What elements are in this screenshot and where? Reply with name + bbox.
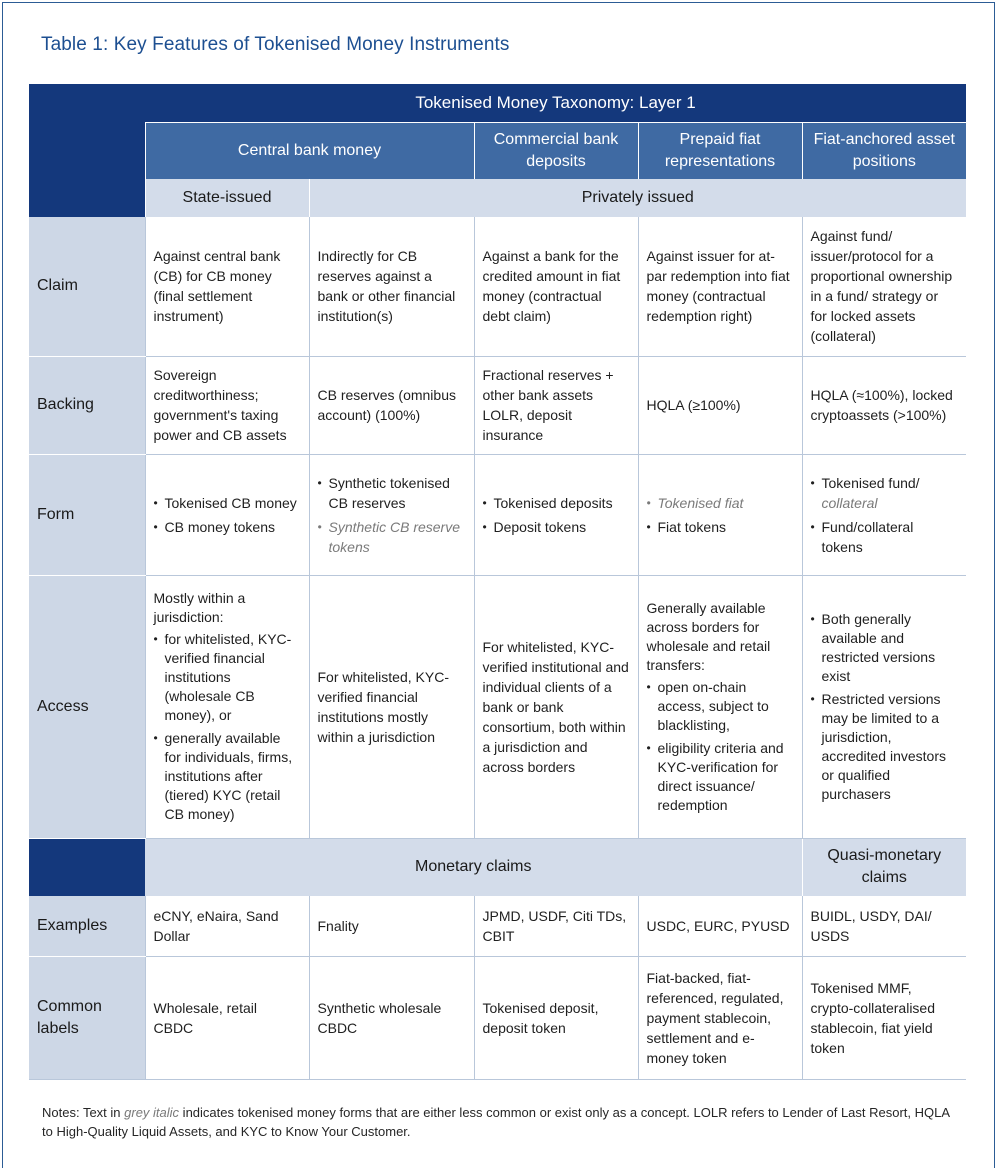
access-cell — [145, 575, 309, 838]
category-fiat-anchored: Fiat-anchored asset positions — [802, 122, 966, 179]
examples-cell: JPMD, USDF, Citi TDs, CBIT — [474, 896, 638, 956]
claim-cell: Against a bank for the credited amount in fiat money (contractual debt claim) — [474, 217, 638, 356]
taxonomy-header: Tokenised Money Taxonomy: Layer 1 — [145, 84, 966, 122]
form-cell — [474, 454, 638, 575]
privately-issued-header: Privately issued — [309, 179, 966, 217]
access-item: • Both generally available and restricted versions exist — [811, 610, 959, 686]
backing-cell: HQLA (≥100%) — [638, 356, 802, 454]
notes-grey-italic: grey italic — [124, 1105, 180, 1120]
labels-cell: Synthetic wholesale CBDC — [309, 956, 474, 1079]
access-item: • open on-chain access, subject to blacklisting, — [647, 678, 794, 735]
claim-cell: Against central bank (CB) for CB money (final settlement instrument) — [145, 217, 309, 356]
row-label-examples: Examples — [29, 896, 145, 956]
category-central-bank-money: Central bank money — [145, 122, 474, 179]
form-item-grey: collateral — [821, 494, 878, 511]
access-intro: Generally available across borders for wholesale and retail transfers: — [646, 599, 771, 673]
row-claims-band — [29, 838, 966, 896]
row-backing — [29, 356, 966, 454]
form-item: • Tokenised CB money — [154, 493, 301, 513]
form-cell — [802, 454, 966, 575]
form-cell — [638, 454, 802, 575]
claim-cell: Indirectly for CB reserves against a bank or other financial institution(s) — [309, 217, 474, 356]
form-item-grey: • Tokenised fiat — [647, 493, 794, 513]
row-label-common-labels: Common labels — [29, 956, 145, 1079]
claim-cell: Against fund/ issuer/protocol for a proportional ownership in a fund/ strategy or for locked assets (collateral) — [802, 217, 966, 356]
row-label-access: Access — [29, 575, 145, 838]
row-label-claim: Claim — [29, 217, 145, 356]
examples-cell: eCNY, eNaira, Sand Dollar — [145, 896, 309, 956]
form-item: • Tokenised deposits — [483, 493, 630, 513]
examples-cell: USDC, EURC, PYUSD — [638, 896, 802, 956]
access-item: • generally available for individuals, firms, institutions after (tiered) KYC (retail CB money) — [154, 729, 301, 824]
quasi-monetary-claims-header: Quasi-monetary claims — [802, 838, 966, 896]
backing-cell: Fractional reserves + other bank assets LOLR, deposit insurance — [474, 356, 638, 454]
backing-cell: HQLA (≈100%), locked cryptoassets (>100%) — [802, 356, 966, 454]
access-cell — [802, 575, 966, 838]
access-item: • for whitelisted, KYC-verified financial institutions (wholesale CB money), or — [154, 630, 301, 725]
monetary-claims-header: Monetary claims — [145, 838, 802, 896]
labels-cell: Tokenised deposit, deposit token — [474, 956, 638, 1079]
row-claim — [29, 217, 966, 356]
row-examples — [29, 896, 966, 956]
row-common-labels — [29, 956, 966, 1079]
form-item: • Fund/collateral tokens — [811, 517, 959, 557]
backing-cell: Sovereign creditworthiness; government's taxing power and CB assets — [145, 356, 309, 454]
labels-cell: Wholesale, retail CBDC — [145, 956, 309, 1079]
form-item: • Synthetic tokenised CB reserves — [318, 473, 466, 513]
access-cell: For whitelisted, KYC-verified financial institutions mostly within a jurisdiction — [309, 575, 474, 838]
state-issued-header: State-issued — [145, 179, 309, 217]
backing-cell: CB reserves (omnibus account) (100%) — [309, 356, 474, 454]
access-item: • Restricted versions may be limited to a jurisdiction, accredited investors or qualified purchasers — [811, 690, 959, 804]
access-intro: Mostly within a jurisdiction: — [153, 590, 246, 625]
access-cell: For whitelisted, KYC-verified institutional and individual clients of a bank or bank consortium, both within a jurisdiction and across borders — [474, 575, 638, 838]
form-cell — [309, 454, 474, 575]
form-item: • CB money tokens — [154, 517, 301, 537]
form-item: • Deposit tokens — [483, 517, 630, 537]
claim-cell: Against issuer for at-par redemption into fiat money (contractual redemption right) — [638, 217, 802, 356]
category-commercial-bank-deposits: Commercial bank deposits — [474, 122, 638, 179]
claims-band-corner — [29, 838, 145, 896]
labels-cell: Tokenised MMF, crypto-collateralised stablecoin, fiat yield token — [802, 956, 966, 1079]
row-access — [29, 575, 966, 838]
row-form — [29, 454, 966, 575]
notes-suffix: indicates tokenised money forms that are either less common or exist only as a concept. LOLR refers to Lender of Last Resort, HQLA to High-Quality Liquid Assets, and KYC to Know Your Customer. — [42, 1105, 950, 1139]
category-prepaid-fiat: Prepaid fiat representations — [638, 122, 802, 179]
row-label-backing: Backing — [29, 356, 145, 454]
taxonomy-table — [29, 84, 966, 1080]
notes-prefix: Notes: Text in — [42, 1105, 125, 1120]
table-title: Table 1: Key Features of Tokenised Money Instruments — [41, 34, 510, 55]
examples-cell: BUIDL, USDY, DAI/ USDS — [802, 896, 966, 956]
access-cell — [638, 575, 802, 838]
form-item: • Fiat tokens — [647, 517, 794, 537]
form-item-text: Tokenised fund/ — [821, 474, 920, 491]
table-notes — [42, 1103, 957, 1141]
row-label-form: Form — [29, 454, 145, 575]
form-cell — [145, 454, 309, 575]
examples-cell: Fnality — [309, 896, 474, 956]
corner-header — [29, 84, 145, 217]
form-item-grey: • Synthetic CB reserve tokens — [318, 517, 466, 557]
form-item — [811, 473, 959, 513]
labels-cell: Fiat-backed, fiat-referenced, regulated, payment stablecoin, settlement and e-money token — [638, 956, 802, 1079]
access-item: • eligibility criteria and KYC-verification for direct issuance/ redemption — [647, 739, 794, 815]
